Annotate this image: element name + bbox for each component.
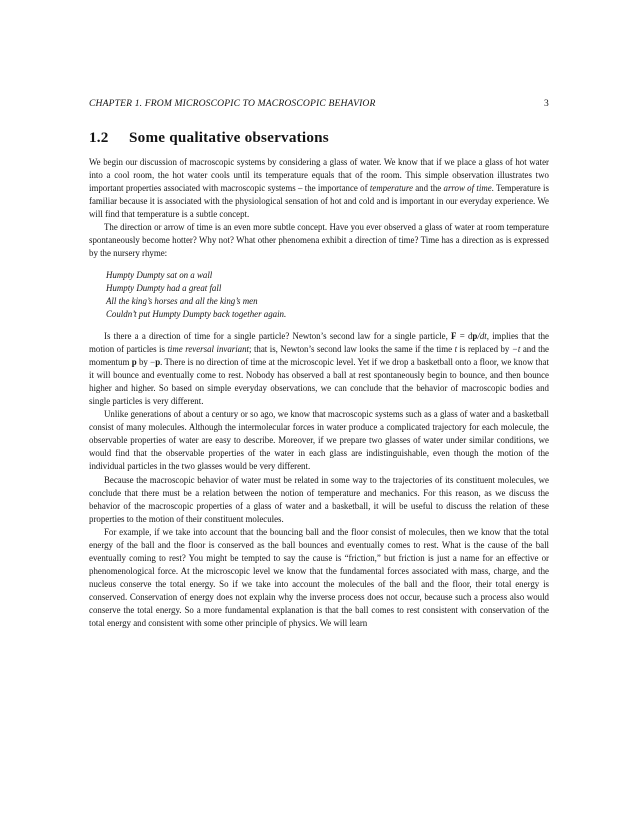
text-run: is replaced by [457,344,512,355]
momentum-vector: p [131,357,137,368]
text-run: We begin our discussion of macroscopic systems by considering a glass of water. We know that if we place a glass of hot water into a cool room, the hot water cools until its temperature equals that of the room. This simple observation illustrates two important properties associated with macroscopic systems – the importance of [89,157,549,194]
equation-part: /dt [477,331,487,341]
text-run: . Temperature is familiar because it is associated with the physiological sensation of hot and cold and is important in our everyday experience. We will find that temperature is a subtle concept. [89,183,549,220]
force-vector: F [451,331,457,341]
verse-line: Humpty Dumpty had a great fall [106,283,222,294]
paragraph-3 [89,330,549,408]
paragraph-4: Unlike generations of about a century or so ago, we know that macroscopic systems such as a glass of water and a basketball consist of many molecules. Although the intermolecular forces in water produce a complicated trajectory for each molecule, the observable properties of water are easy to describe. Moreover, if we prepare two glasses of water under similar conditions, we would find that the observable properties of the water in each glass are indistinguishable, even though the motion of the individual particles in the two glasses would be very different. [89,409,549,472]
page-number: 3 [544,98,549,109]
paragraph-5: Because the macroscopic behavior of water must be related in some way to the trajectories of its constituent molecules, we conclude that there must be a relation between the notion of temperature and mechanics. For this reason, as we discuss the behavior of the macroscopic properties of a glass of water and a basketball, it will be useful to discuss the relation of these properties to the motion of their constituent molecules. [89,474,549,524]
paragraph-2: The direction or arrow of time is an even more subtle concept. Have you ever observed a glass of water at room temperature spontaneously become hotter? Why not? What other phenomena exhibit a direction of time? Time has a direction as is expressed by the nursery rhyme: [89,222,549,259]
text-run: . There is no direction of time at the microscopic level. Yet if we drop a basketball onto a floor, we know that it will bounce and eventually come to rest. Nobody has observed a ball at rest spontaneously begin to bounce, and then bounce higher and higher. So based on simple everyday observations, we can conclude that the behavior of macroscopic bodies and single particles is very different. [89,357,549,407]
equation-part: = d [456,331,473,341]
variable-t: t [454,344,458,355]
text-run: Is there a a direction of time for a single particle? Newton’s second law for a single particle, [104,331,452,341]
section-number: 1.2 [89,129,109,146]
emphasis-temperature: temperature [369,183,413,194]
text-run: and the [412,183,444,194]
text-run: ; that is, Newton’s second law looks the same if the time [249,344,455,355]
section-heading [89,129,549,149]
paragraph-1 [89,156,549,221]
emphasis-time-reversal: time reversal invariant [167,344,250,355]
paragraph-6: For example, if we take into account that the bouncing ball and the floor consist of molecules, then we know that the total energy of the ball and the floor is conserved as the ball bounces and eventually comes to rest. What is the cause of the ball eventually coming to rest? You might be tempted to say the cause is “friction,” but friction is just a name for an effective or phenomenological force. At the microscopic level we know that the fundamental forces associated with mass, charge, and the nucleus conserve the total energy. So if we take into account the molecules of the ball and the floor, their total energy is conserved. Conservation of energy does not explain why the inverse process does not occur, because such a process also would conserve the total energy. So a more fundamental explanation is that the ball comes to rest consistent with conservation of the total energy and consistent with some other principle of physics. We will learn [89,526,549,629]
variable-minus-t: −t [511,344,521,355]
emphasis-arrow-of-time: arrow of time [443,183,492,194]
verse-line: All the king’s horses and all the king’s men [106,296,258,307]
body-text [89,156,549,630]
text-run: , implies that the motion of particles is [89,331,549,355]
verse-line: Couldn’t put Humpty Dumpty back together again. [106,309,287,320]
chapter-header: CHAPTER 1. FROM MICROSCOPIC TO MACROSCOPIC BEHAVIOR [89,98,376,109]
text-run: and the momentum [89,344,549,368]
momentum-vector: p [472,331,478,341]
running-head [89,98,549,112]
text-run: by − [136,357,156,368]
momentum-vector: p [155,357,161,368]
verse-line: Humpty Dumpty sat on a wall [106,270,213,281]
nursery-rhyme [106,269,549,321]
document-page [89,98,549,630]
section-title: Some qualitative observations [129,129,329,146]
